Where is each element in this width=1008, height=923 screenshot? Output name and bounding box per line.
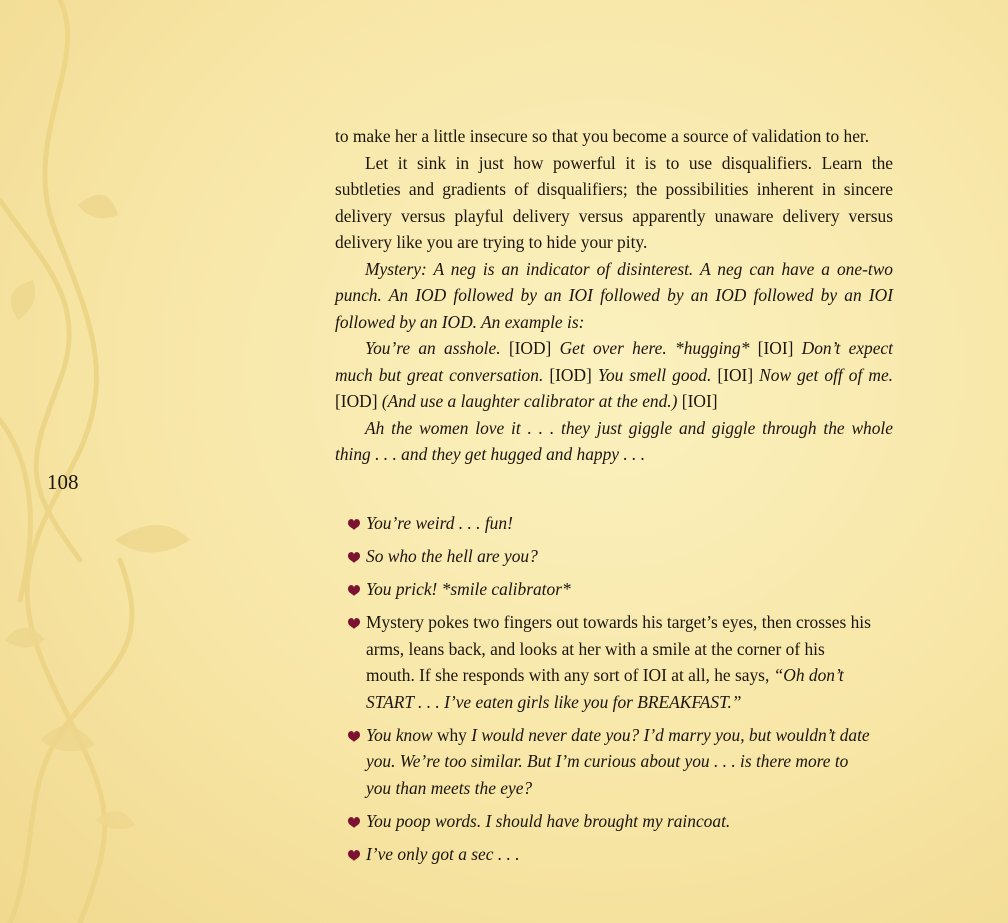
list-item-text: You poop words. I should have brought my raincoat. — [366, 810, 731, 831]
body-text — [335, 123, 893, 468]
example-tag: [IOD] — [335, 391, 382, 411]
list-item-text: I would never date you? I’d marry you, but wouldn’t date you. We’re too similar. But I’m curious about you . . . is there more to you than meets the eye? — [366, 724, 870, 798]
paragraph: Mystery: A neg is an indicator of disinterest. A neg can have a one-two punch. An IOD followed by an IOI followed by an IOD followed by an IOI followed by an IOD. An example is: — [335, 258, 893, 332]
example-phrase: Now get off of me. — [759, 364, 894, 385]
example-tag: [IOD] — [543, 364, 598, 385]
example-phrase: Get over here. *hugging* — [559, 338, 750, 358]
page-number: 108 — [47, 470, 79, 494]
example-tag: [IOI] — [749, 338, 802, 358]
flower-bullet-icon — [346, 614, 362, 630]
example-paragraph — [335, 335, 893, 415]
flower-bullet-icon — [346, 727, 362, 743]
flower-bullet-icon — [346, 846, 362, 862]
list-item-text: why — [432, 724, 472, 745]
flower-bullet-icon — [346, 813, 362, 829]
neg-examples-list — [346, 510, 876, 874]
paragraph: Let it sink in just how powerful it is to use disqualifiers. Learn the subtleties and gradients of disqualifiers; the possibilities inherent in sincere delivery versus playful delivery versus apparently unaware delivery versus delivery like you are trying to hide your pity. — [335, 152, 893, 252]
list-item-text: You prick! *smile calibrator* — [366, 579, 571, 599]
example-phrase: You’re an asshole. — [365, 338, 501, 358]
list-item-text: You know — [366, 724, 433, 745]
list-item — [346, 576, 876, 603]
list-item-text: So who the hell are you? — [366, 546, 538, 566]
list-item-quote: “Oh don’t START . . . I’ve eaten girls like you for BREAKFAST.” — [366, 665, 844, 712]
list-item — [346, 543, 876, 570]
list-item-text: You’re weird . . . fun! — [366, 513, 513, 533]
flower-bullet-icon — [346, 515, 362, 531]
list-item — [346, 609, 876, 715]
list-item-text: I’ve only got a sec . . . — [366, 843, 520, 864]
flower-bullet-icon — [346, 548, 362, 564]
paragraph: to make her a little insecure so that you become a source of validation to her. — [335, 126, 870, 146]
list-item — [346, 722, 876, 802]
list-item — [346, 808, 876, 835]
example-tag: [IOD] — [500, 338, 560, 358]
vine-decoration — [0, 0, 260, 923]
list-item — [346, 841, 876, 868]
flower-bullet-icon — [346, 581, 362, 597]
example-tag: [IOI] — [677, 391, 718, 411]
example-tag: [IOI] — [711, 364, 760, 385]
example-phrase: (And use a laughter calibrator at the end.) — [381, 391, 678, 411]
list-item — [346, 510, 876, 537]
paragraph: Ah the women love it . . . they just giggle and giggle through the whole thing . . . and they get hugged and happy . . . — [335, 417, 893, 464]
list-item-text: Mystery pokes two fingers out towards his target’s eyes, then crosses his arms, leans back, and looks at her with a smile at the corner of his mouth. If she responds with any sort of IOI at all, he says, — [366, 612, 871, 685]
example-phrase: Don’t expect much but great conversation. — [335, 338, 893, 385]
example-phrase: You smell good. — [597, 364, 712, 385]
